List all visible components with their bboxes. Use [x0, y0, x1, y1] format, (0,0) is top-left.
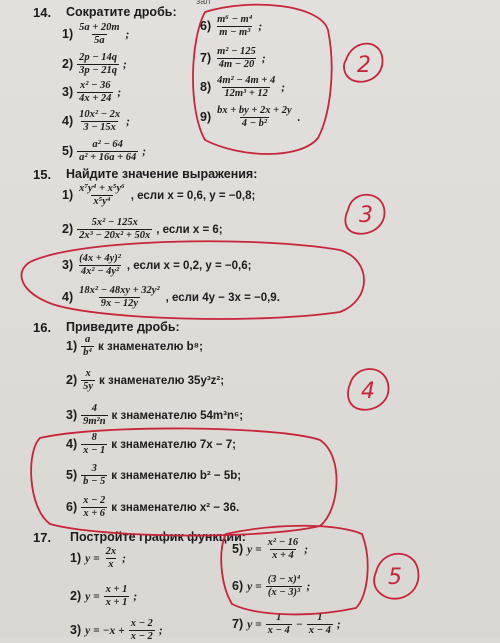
item-label: 6) — [200, 19, 212, 34]
condition: к знаменателю b² − 5b; — [111, 470, 242, 483]
ex16-item-4 — [66, 432, 236, 457]
condition: к знаменателю b⁸; — [98, 341, 203, 354]
ex14-item-6: 6) $\frac{\text{m⁶ − m⁴}}{\text{m − m³}}$ ; — [200, 14, 263, 38]
fraction: $\frac{\text{(3 − x)⁴}}{\text{(x − 3)³}}$ — [267, 574, 301, 598]
item-label: 1) — [66, 339, 78, 354]
fraction: $\frac{5a + 20m}{5a}$ — [79, 22, 120, 46]
ex15-item-1 — [62, 183, 255, 208]
fraction: $\frac{1}{x - 4}$ — [308, 612, 331, 636]
fraction: $\frac{\text{4m² − 4m + 4}}{\text{12m³ + 12}}$ — [217, 75, 276, 99]
ex14-item-4: 4) $\frac{\text{10x² − 2x}}{3 - 15x}$ ; — [62, 109, 130, 133]
ex17-item-3: 3) y = −x + $\frac{x - 2}{x - 2}$ ; — [70, 618, 163, 642]
exercise-16-number: 16. — [33, 320, 52, 335]
item-label: 6) — [66, 500, 78, 515]
ex17-item-7: 7) y = $\frac{1}{x - 4}$ − $\frac{1}{x - 4}$ ; — [232, 612, 341, 636]
fraction: $\frac{\text{m⁶ − m⁴}}{\text{m − m³}}$ — [217, 14, 253, 38]
fraction: $\frac{bx + by + 2x + 2y}{\text{4 − b²}}$ — [217, 105, 292, 129]
ex14-item-5: 5) $\frac{\text{a² − 64}}{\text{a² + 16a + 64}}$ ; — [62, 139, 147, 163]
ex14-item-1: 1) $\frac{5a + 20m}{5a}$ ; — [62, 22, 130, 46]
circle-mark-2 — [344, 44, 383, 82]
fraction: $\frac{x - 2}{x - 2}$ — [130, 618, 153, 642]
exercise-14-title: Сократите дробь: — [66, 5, 177, 19]
ex14-item-3: 3) $\frac{\text{x² − 36}}{4x + 24}$ ; — [62, 80, 122, 104]
fraction: $\frac{x - 2}{x + 6}$ — [83, 495, 106, 519]
exercise-15-title: Найдите значение выражения: — [66, 167, 258, 181]
condition: к знаменателю 7x − 7; — [111, 439, 236, 452]
condition: к знаменателю 54m³n⁶; — [111, 410, 244, 423]
circle-mark-4 — [348, 369, 388, 410]
item-label: 8) — [200, 80, 212, 95]
item-label: 3) — [62, 258, 74, 273]
item-label: 4) — [62, 290, 74, 305]
ex17-item-5: 5) y = $\frac{\text{x² − 16}}{x + 4}$ ; — [232, 537, 309, 561]
condition: к знаменателю 35y³z²; — [99, 375, 225, 388]
ex16-item-3 — [66, 403, 243, 428]
ex17-item-2: 2) y = $\frac{x + 1}{x + 1}$ ; — [70, 584, 138, 608]
item-label: 5) — [62, 144, 74, 159]
fraction: $\frac{8}{x - 1}$ — [83, 432, 106, 456]
item-label: 3) — [70, 623, 82, 638]
exercise-17-number: 17. — [33, 530, 52, 545]
item-label: 2) — [70, 589, 82, 604]
ex14-item-9: 9) $\frac{bx + by + 2x + 2y}{\text{4 − b²}}$ . — [200, 105, 301, 129]
item-label: 1) — [62, 188, 74, 203]
ex15-item-3 — [62, 253, 251, 278]
condition: , если x = 6; — [156, 224, 223, 237]
condition: к знаменателю x² − 36. — [111, 502, 240, 515]
item-label: 2) — [62, 222, 74, 237]
mark-4: 4 — [361, 379, 375, 404]
ex17-item-6: 6) y = $\frac{\text{(3 − x)⁴}}{\text{(x − 3)³}}$ ; — [232, 574, 311, 598]
exercise-16-title: Приведите дробь: — [66, 320, 180, 334]
ex16-item-1 — [66, 334, 203, 359]
fraction: $\frac{3}{b - 5}$ — [83, 463, 106, 487]
fraction: $\frac{\text{x² − 36}}{4x + 24}$ — [79, 80, 112, 104]
item-label: 5) — [66, 468, 78, 483]
item-label: 3) — [62, 85, 74, 100]
condition: , если x = 0,2, y = −0,6; — [126, 260, 252, 273]
item-label: 1) — [70, 551, 82, 566]
item-label: 2) — [66, 373, 78, 388]
ex16-item-5 — [66, 463, 241, 488]
item-label: 6) — [232, 579, 244, 594]
item-label: 9) — [200, 110, 212, 125]
fraction: $\frac{\text{10x² − 2x}}{3 - 15x}$ — [79, 109, 121, 133]
fraction: $\frac{\text{m² − 125}}{4m - 20}$ — [217, 46, 256, 70]
ex14-item-8: 8) $\frac{\text{4m² − 4m + 4}}{\text{12m³ + 12}}$ ; — [200, 75, 286, 99]
item-label: 7) — [232, 617, 244, 632]
fraction: $\frac{\text{(4x + 4y)²}}{\text{4x² − 4y²}}$ — [79, 253, 121, 277]
fraction: $\frac{x + 1}{x + 1}$ — [105, 584, 128, 608]
fraction: $\frac{\text{5x² − 125x}}{\text{2x³ − 20x² + 50x}}$ — [79, 217, 151, 241]
mark-5: 5 — [388, 565, 402, 590]
item-label: 1) — [62, 27, 74, 42]
fraction: $\frac{x}{5y}$ — [83, 368, 94, 392]
fraction: $\frac{\text{x⁷y⁴ + x⁵y⁶}}{\text{x⁵y⁴}}$ — [79, 183, 125, 207]
item-label: 4) — [62, 114, 74, 129]
ex16-item-6 — [66, 495, 239, 520]
fraction: $\frac{\text{x² − 16}}{x + 4}$ — [267, 537, 299, 561]
ex15-item-2 — [62, 217, 223, 242]
item-label: 7) — [200, 51, 212, 66]
fraction: $\frac{2p - 14q}{3p - 21q}$ — [79, 52, 117, 76]
mark-2: 2 — [357, 53, 371, 78]
condition: , если 4y − 3x = −0,9. — [165, 292, 280, 305]
top-strip-text: зал — [196, 0, 211, 6]
item-label: 5) — [232, 542, 244, 557]
ex16-item-2 — [66, 368, 224, 393]
item-label: 4) — [66, 437, 78, 452]
ex15-item-4 — [62, 285, 280, 310]
exercise-15-number: 15. — [33, 167, 52, 182]
ex14-item-2: 2) $\frac{2p - 14q}{3p - 21q}$ ; — [62, 52, 127, 76]
item-label: 3) — [66, 408, 78, 423]
exercise-17-title: Постройте график функции: — [70, 530, 246, 544]
fraction: $\frac{a}{\text{b⁴}}$ — [83, 334, 93, 358]
exercise-14-number: 14. — [33, 5, 52, 20]
ex14-item-7: 7) $\frac{\text{m² − 125}}{4m - 20}$ ; — [200, 46, 266, 70]
ex17-item-1: 1) y = $\frac{2x}{x}$ ; — [70, 546, 127, 570]
condition: , если x = 0,6, y = −0,8; — [130, 190, 256, 203]
fraction: $\frac{\text{18x² − 48xy + 32y²}}{9x - 12y}$ — [79, 285, 160, 309]
circle-mark-5 — [374, 554, 418, 599]
fraction: $\frac{1}{x - 4}$ — [267, 612, 290, 636]
fraction: $\frac{2x}{x}$ — [105, 546, 117, 570]
fraction: $\frac{\text{a² − 64}}{\text{a² + 16a + 64}}$ — [79, 139, 137, 163]
mark-3: 3 — [359, 203, 373, 228]
item-label: 2) — [62, 57, 74, 72]
circle-mark-3 — [345, 195, 384, 234]
fraction: $\frac{4}{\text{9m²n}}$ — [83, 403, 106, 427]
